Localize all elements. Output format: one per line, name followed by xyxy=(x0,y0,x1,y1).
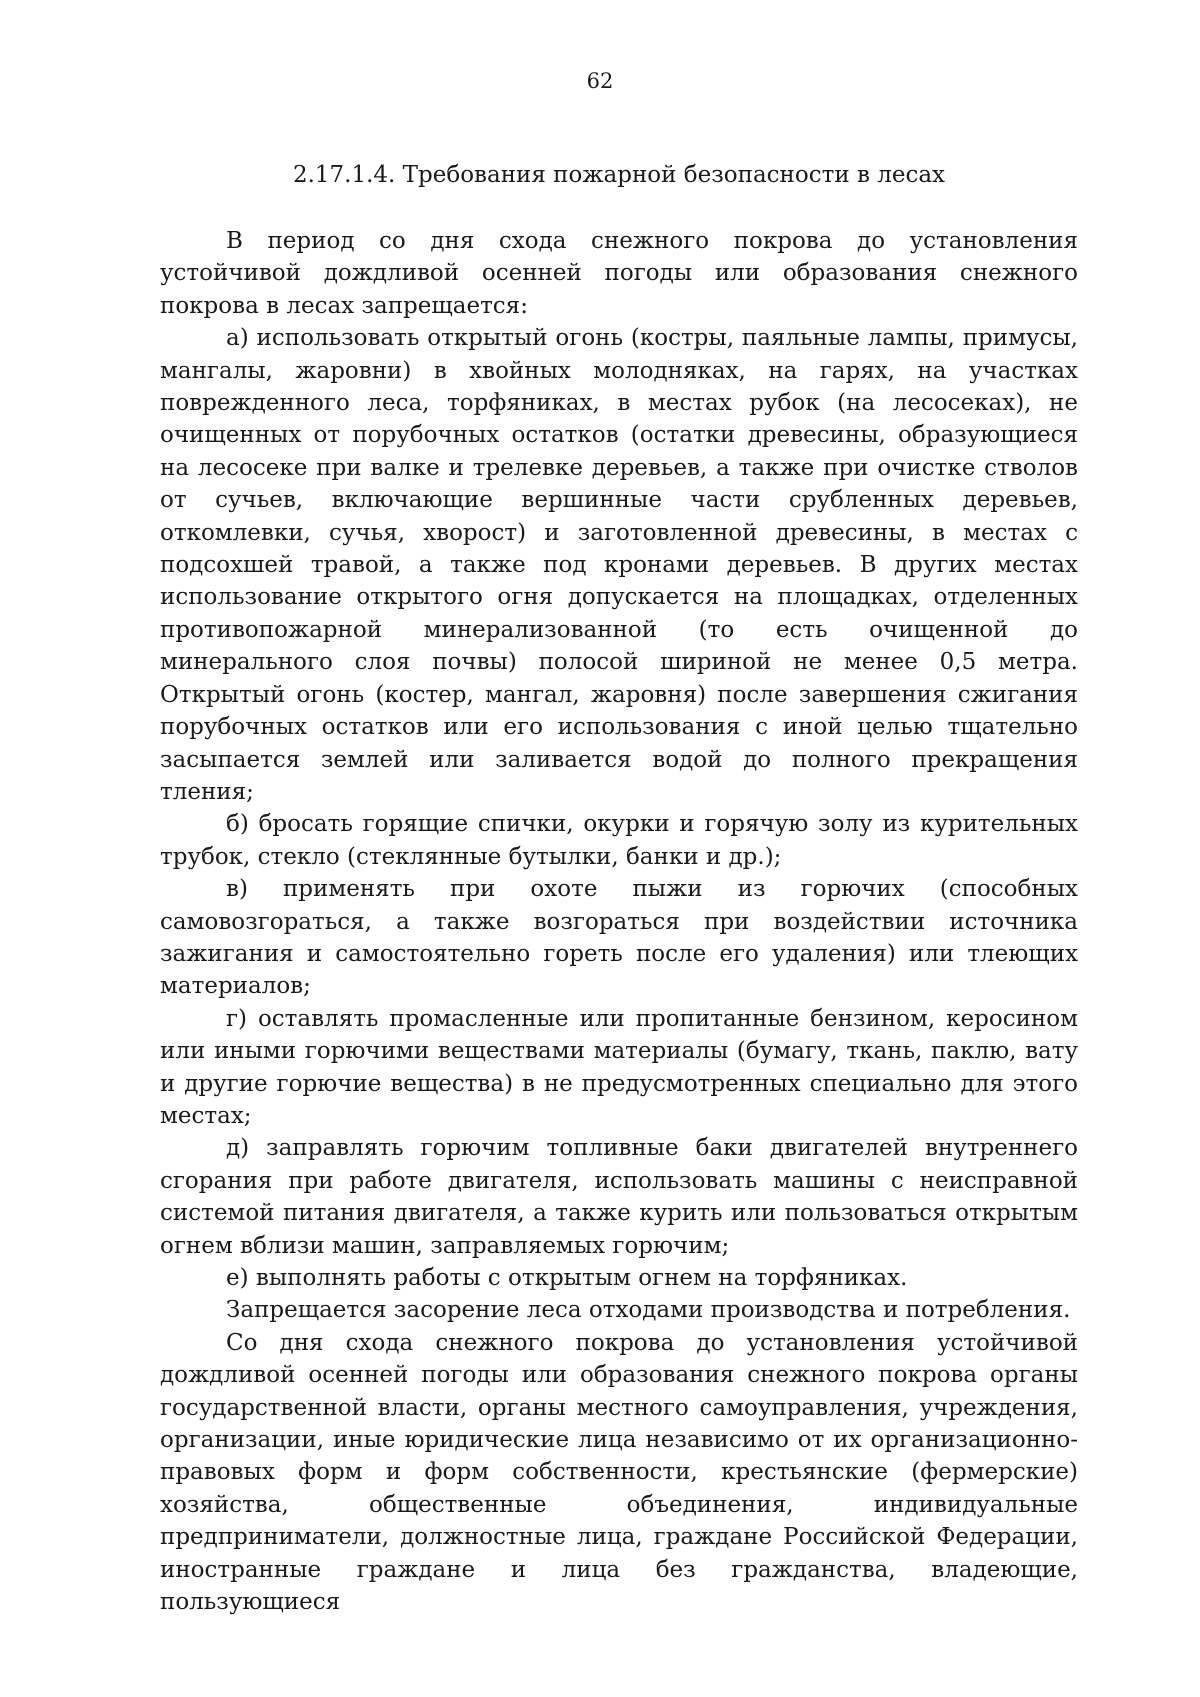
section-heading: 2.17.1.4. Требования пожарной безопасности в лесах xyxy=(292,162,946,188)
paragraph-item-g: г) оставлять промасленные или пропитанные бензином, керосином или иными горючими веществами материалы (бумагу, ткань, паклю, вату и другие горючие вещества) в не предусмотренных специально для этого местах; xyxy=(160,1005,1078,1129)
paragraph-item-e: е) выполнять работы с открытым огнем на торфяниках. xyxy=(226,1265,908,1291)
paragraph-obligations: Со дня схода снежного покрова до установления устойчивой дождливой осенней погоды или образования снежного покрова органы государственной власти, органы местного самоуправления, учреждения, организации, иные юридические лица независимо от их организационно-правовых форм и форм собственности, крестьянские (фермерские) хозяйства, общественные объединения, индивидуальные предприниматели, должностные лица, граждане Российской Федерации, иностранные граждане и лица без гражданства, владеющие, пользующиеся xyxy=(160,1329,1078,1616)
paragraph-intro: В период со дня схода снежного покрова до установления устойчивой дождливой осенней погоды или образования снежного покрова в лесах запрещается: xyxy=(160,228,1078,319)
document-body xyxy=(160,225,1078,1618)
paragraph-prohibition: Запрещается засорение леса отходами производства и потребления. xyxy=(226,1297,1071,1324)
paragraph-item-d: д) заправлять горючим топливные баки двигателей внутреннего сгорания при работе двигателя, использовать машины с неисправной системой питания двигателя, а также курить или пользоваться открытым огнем вблизи машин, заправляемых горючим; xyxy=(160,1135,1078,1259)
page-number: 62 xyxy=(586,69,614,93)
paragraph-item-a: а) использовать открытый огонь (костры, паяльные лампы, примусы, мангалы, жаровни) в хвойных молодняках, на гарях, на участках поврежденного леса, торфяниках, в местах рубок (на лесосеках), не очищенных от порубочных остатков (остатки древесины, образующиеся на лесосеке при валке и трелевке деревьев, а также при очистке стволов от сучьев, включающие вершинные части срубленных деревьев, откомлевки, сучья, хворост) и заготовленной древесины, в местах с подсохшей травой, а также под кронами деревьев. В других местах использование открытого огня допускается на площадках, отделенных противопожарной минерализованной (то есть очищенной до минерального слоя почвы) полосой шириной не менее 0,5 метра. Открытый огонь (костер, мангал, жаровня) после завершения сжигания порубочных остатков или его использования с иной целью тщательно засыпается землей или заливается водой до полного прекращения тления; xyxy=(160,325,1078,805)
paragraph-item-v: в) применять при охоте пыжи из горючих (способных самовозгораться, а также возгораться при воздействии источника зажигания и самостоятельно гореть после его удаления) или тлеющих материалов; xyxy=(160,876,1078,1000)
paragraph-item-b: б) бросать горящие спички, окурки и горячую золу из курительных трубок, стекло (стеклянные бутылки, банки и др.); xyxy=(160,811,1078,870)
